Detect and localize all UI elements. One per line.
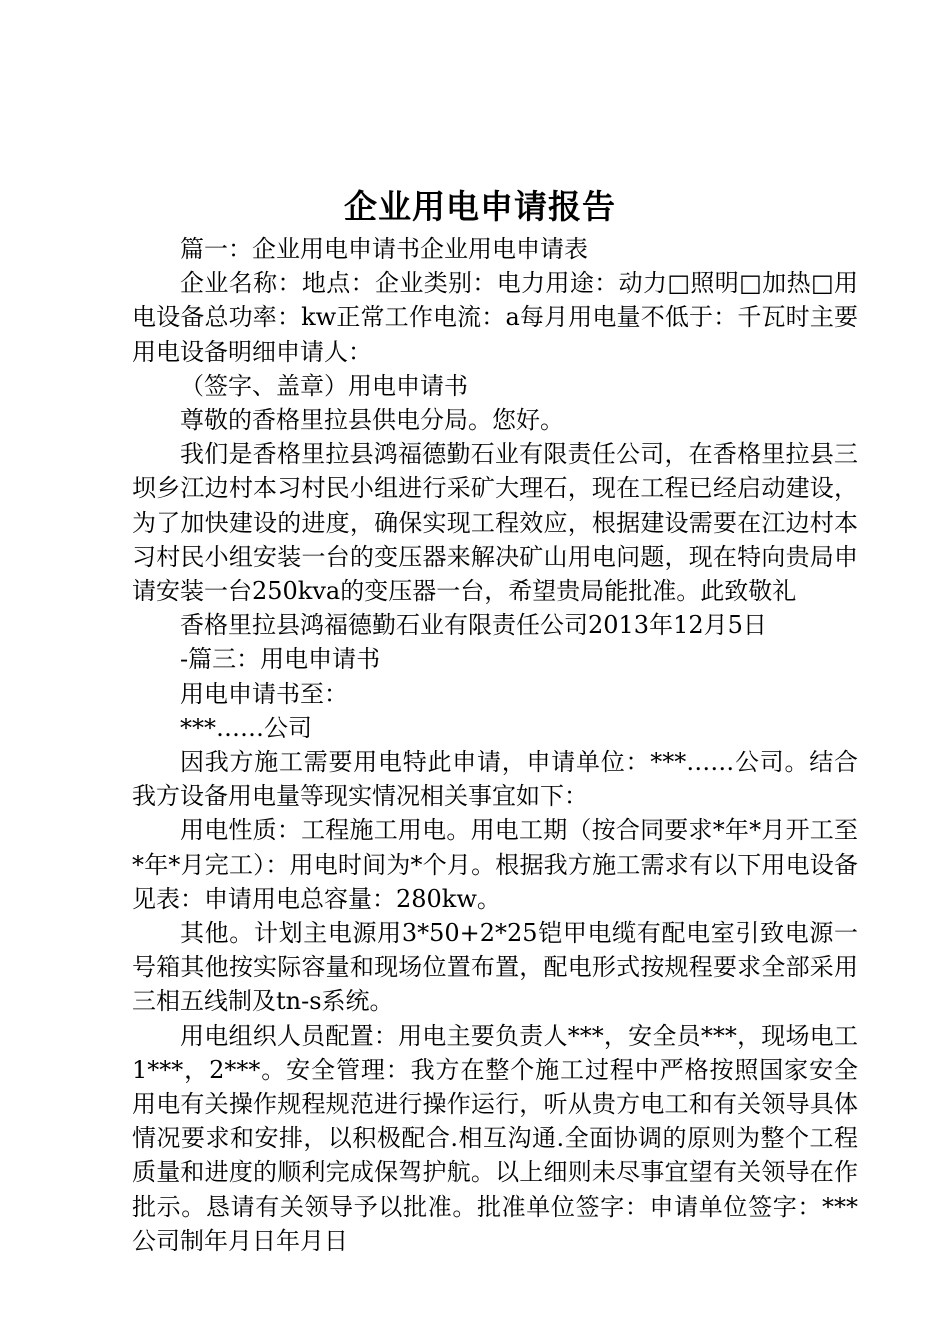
paragraph-company-name: ***……公司 (180, 713, 312, 742)
document-title: 企业用电申请报告 (344, 187, 616, 226)
paragraph-other: 其他。计划主电源用3*50+2*25铠甲电缆有配电室引致电源一号箱其他按实际容量和现场位置布置，配电形式按规程要求全部采用三相五线制及tn-s系统。 (132, 919, 858, 1016)
paragraph-usage-nature: 用电性质：工程施工用电。用电工期（按合同要求*年*月开工至*年*月完工）：用电时间为*个月。根据我方施工需求有以下用电设备见表：申请用电总容量：280kw。 (132, 816, 858, 913)
paragraph-staffing: 用电组织人员配置：用电主要负责人***，安全员***，现场电工1***，2***。安全管理：我方在整个施工过程中严格按照国家安全用电有关操作规程规范进行操作运行，听从贵方电工和有关领导具体情况要求和安排，以积极配合.相互沟通.全面协调的原则为整个工程质量和进度的顺利完成保驾护航。以上细则未尽事宜望有关领导在作批示。恳请有关领导予以批准。批准单位签字：申请单位签字：***公司制年月日年月日 (132, 1021, 858, 1255)
paragraph-signature-line: （签字、盖章）用电申请书 (180, 371, 468, 400)
document-body (132, 232, 858, 1258)
paragraph-heading-one: 篇一：企业用电申请书企业用电申请表 (180, 235, 588, 263)
paragraph-heading-three: -篇三：用电申请书 (180, 645, 381, 674)
paragraph-company-date: 香格里拉县鸿福德勤石业有限责任公司2013年12月5日 (180, 611, 767, 640)
paragraph-request-body: 我们是香格里拉县鸿福德勤石业有限责任公司，在香格里拉县三坝乡江边村本习村民小组进行采矿大理石，现在工程已经启动建设，为了加快建设的进度，确保实现工程效应，根据建设需要在江边村本习村民小组安装一台的变压器来解决矿山用电问题，现在特向贵局申请安装一台250kva的变压器一台，希望贵局能批准。此致敬礼 (132, 440, 858, 606)
paragraph-form-fields: 企业名称：地点：企业类别：电力用途：动力□照明□加热□用电设备总功率：kw正常工作电流：a每月用电量不低于：千瓦时主要用电设备明细申请人： (132, 269, 858, 366)
paragraph-salutation: 尊敬的香格里拉县供电分局。您好。 (180, 406, 564, 435)
paragraph-intro: 因我方施工需要用电特此申请，申请单位：***……公司。结合我方设备用电量等现实情况相关事宜如下： (132, 748, 858, 811)
paragraph-to-line: 用电申请书至： (180, 679, 348, 708)
